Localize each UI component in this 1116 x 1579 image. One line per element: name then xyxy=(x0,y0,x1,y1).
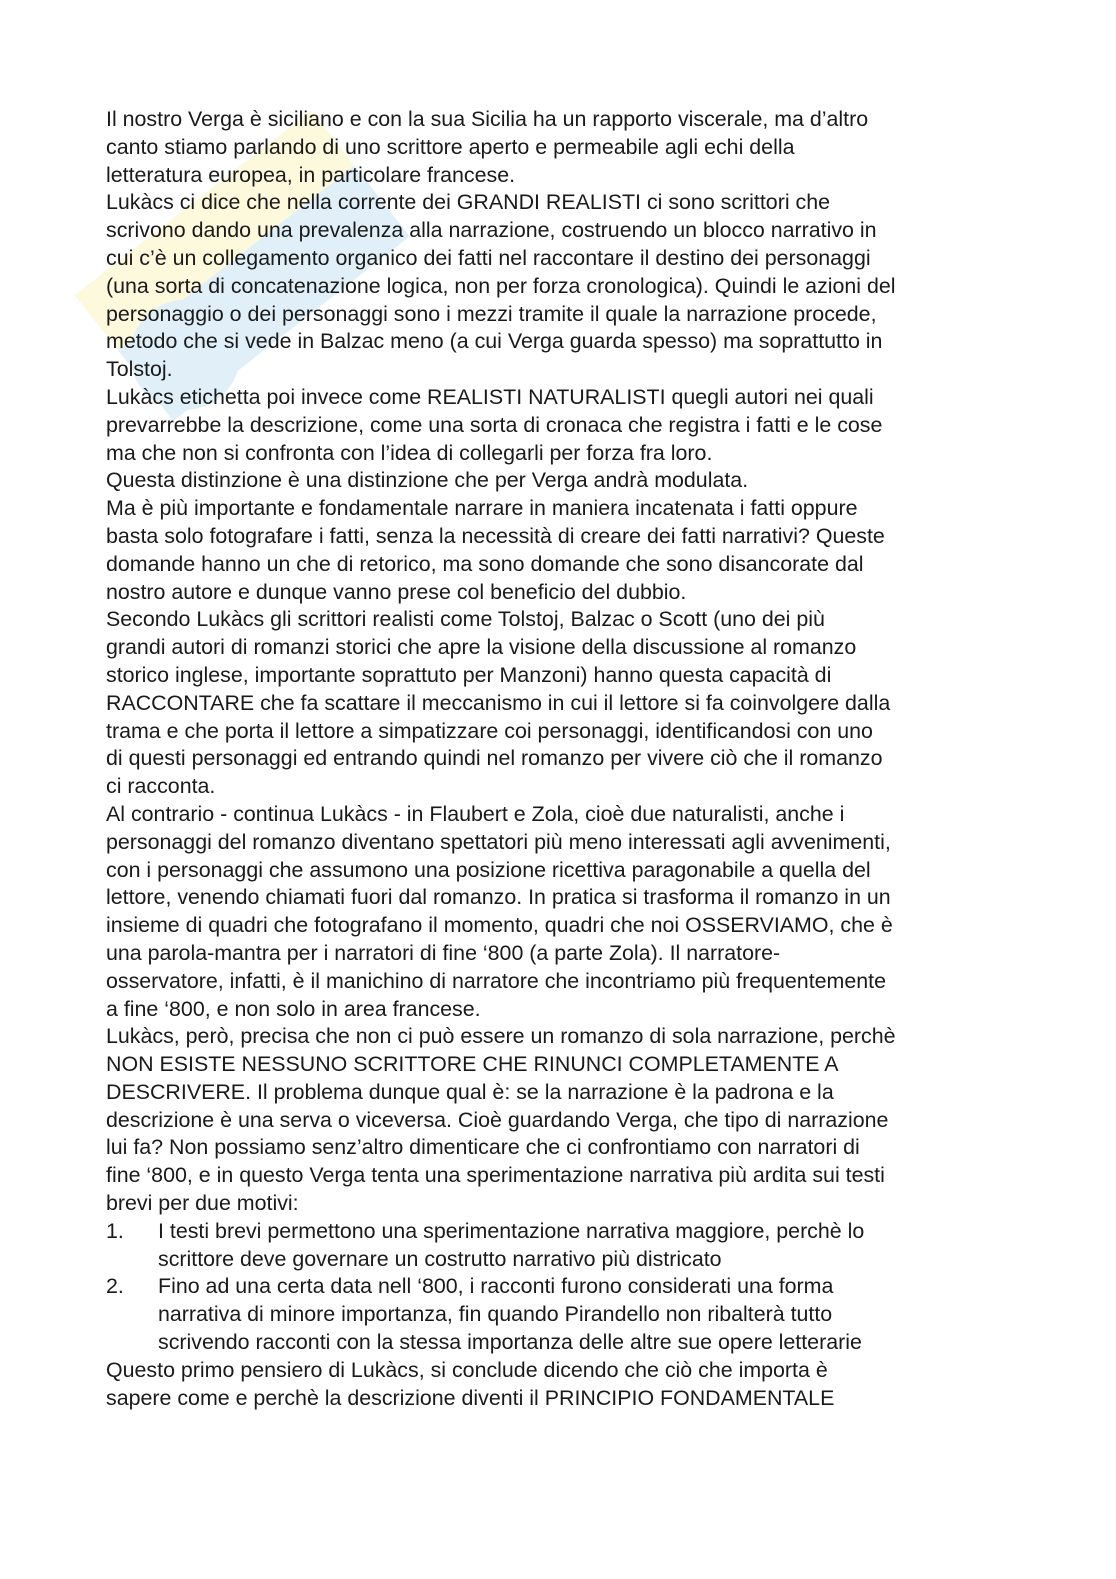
list-item-text: Fino ad una certa data nell ‘800, i racconti furono considerati una forma narrativa di minore importanza, fin quando Pirandello non ribalterà tutto scrivendo racconti con la stessa importanza delle altre sue opere letterarie xyxy=(158,1274,862,1355)
list-item xyxy=(106,1218,1011,1274)
paragraph-narrazione-descrizione: Lukàcs, però, precisa che non ci può essere un romanzo di sola narrazione, perchè NON ESISTE NESSUNO SCRITTORE CHE RINUNCI COMPLETAMENTE A DESCRIVERE. Il problema dunque qual è: se la narrazione è la padrona e la descrizione è una serva o viceversa. Cioè guardando Verga, che tipo di narrazione lui fa? Non possiamo senz’altro dimenticare che ci confrontiamo con narratori di fine ‘800, e in questo Verga tenta una sperimentazione narrativa più ardita sui testi brevi per due motivi: xyxy=(106,1024,896,1216)
list-item-number: 2. xyxy=(106,1274,124,1299)
document-body xyxy=(106,106,1011,1412)
paragraph-scrittori-realisti: Secondo Lukàcs gli scrittori realisti come Tolstoj, Balzac o Scott (uno dei più grandi autori di romanzi storici che apre la visione della discussione al romanzo storico inglese, importante soprattuto per Manzoni) hanno questa capacità di RACCONTARE che fa scattare il meccanismo in cui il lettore si fa coinvolgere dalla trama e che porta il lettore a simpatizzare coi personaggi, identificandosi con uno di questi personaggi ed entrando quindi nel romanzo per vivere ciò che il romanzo ci racconta. xyxy=(106,607,891,799)
reasons-list xyxy=(106,1218,1011,1357)
paragraph-conclusion: Questo primo pensiero di Lukàcs, si conclude dicendo che ciò che importa è sapere come e perchè la descrizione diventi il PRINCIPIO FONDAMENTALE xyxy=(106,1357,835,1410)
paragraph-intro: Il nostro Verga è siciliano e con la sua Sicilia ha un rapporto viscerale, ma d’altro canto stiamo parlando di uno scrittore aperto e permeabile agli echi della letteratura europea, in particolare francese. xyxy=(106,107,869,187)
paragraph-domande: Ma è più importante e fondamentale narrare in maniera incatenata i fatti oppure basta solo fotografare i fatti, senza la necessità di creare dei fatti narrativi? Queste domande hanno un che di retorico, ma sono domande che sono disancorate dal nostro autore e dunque vanno prese col beneficio del dubbio. xyxy=(106,496,885,604)
paragraph-realisti-naturalisti: Lukàcs etichetta poi invece come REALISTI NATURALISTI quegli autori nei quali prevarrebbe la descrizione, come una sorta di cronaca che registra i fatti e le cose ma che non si confronta con l’idea di collegarli per forza fra loro. xyxy=(106,384,883,465)
list-item-number: 1. xyxy=(106,1218,124,1243)
list-item-text: I testi brevi permettono una sperimentazione narrativa maggiore, perchè lo scrittore deve governare un costrutto narrativo più districato xyxy=(158,1218,865,1271)
paragraph-grandi-realisti: Lukàcs ci dice che nella corrente dei GRANDI REALISTI ci sono scrittori che scrivono dando una prevalenza alla narrazione, costruendo un blocco narrativo in cui c’è un collegamento organico dei fatti nel raccontare il destino dei personaggi (una sorta di concatenazione logica, non per forza cronologica). Quindi le azioni del personaggio o dei personaggi sono i mezzi tramite il quale la narrazione procede, metodo che si vede in Balzac meno (a cui Verga guarda spesso) ma soprattutto in Tolstoj. xyxy=(106,190,896,382)
paragraph-distinzione: Questa distinzione è una distinzione che per Verga andrà modulata. xyxy=(106,468,749,493)
list-item xyxy=(106,1273,1011,1356)
paragraph-flaubert-zola: Al contrario - continua Lukàcs - in Flaubert e Zola, cioè due naturalisti, anche i personaggi del romanzo diventano spettatori più meno interessati agli avvenimenti, con i personaggi che assumono una posizione ricettiva paragonabile a quella del lettore, venendo chiamati fuori dal romanzo. In pratica si trasforma il romanzo in un insieme di quadri che fotografano il momento, quadri che noi OSSERVIAMO, che è una parola-mantra per i narratori di fine ‘800 (a parte Zola). Il narratore- osservatore, infatti, è il manichino di narratore che incontriamo più frequentemente a fine ‘800, e non solo in area francese. xyxy=(106,801,893,1021)
